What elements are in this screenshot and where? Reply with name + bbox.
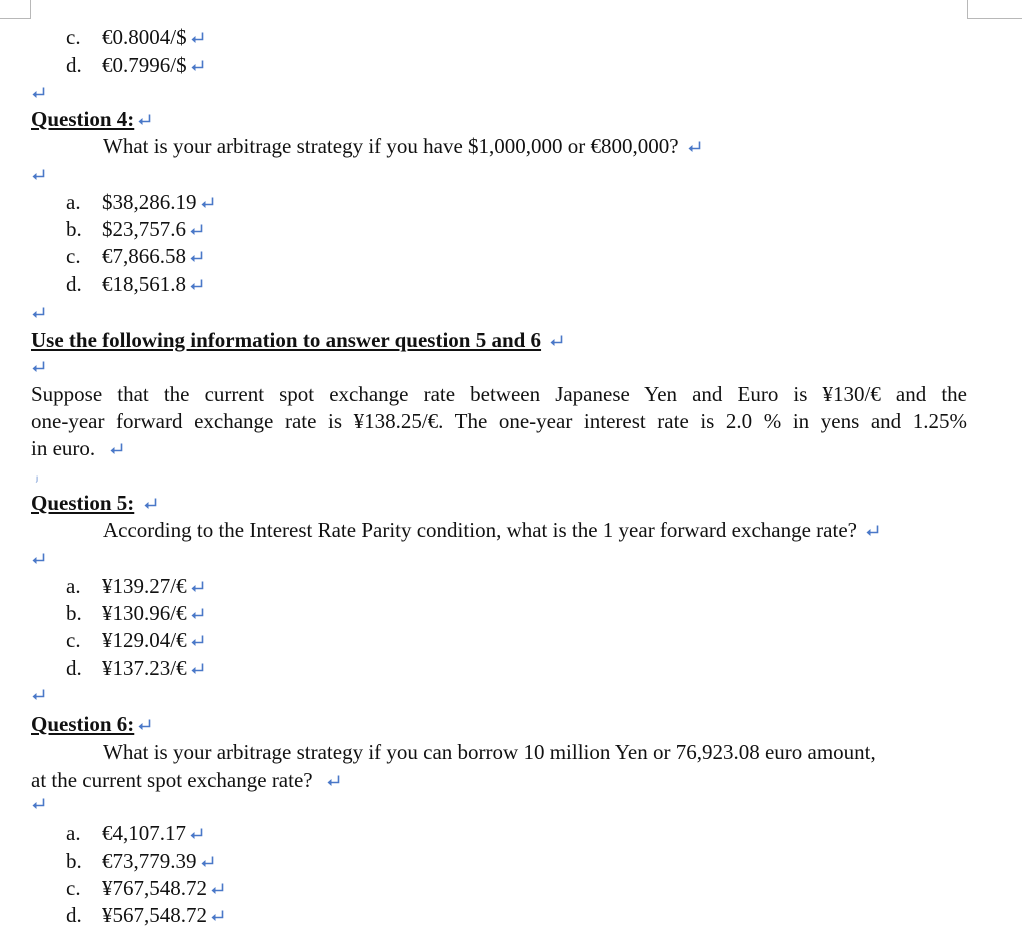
small-hook-mark: ⱼ [36, 470, 39, 484]
return-arrow-icon [189, 827, 205, 841]
return-arrow-icon [190, 31, 206, 45]
question-text: What is your arbitrage strategy if you can borrow 10 million Yen or 76,923.08 euro amount, [103, 740, 876, 764]
question-text: What is your arbitrage strategy if you have $1,000,000 or €800,000? [103, 134, 679, 158]
question-heading: Question 6: [31, 712, 135, 736]
q5-heading-line [31, 490, 159, 516]
q6-option-a [66, 820, 205, 846]
option-text: $38,286.19 [102, 190, 197, 214]
option-text: €4,107.17 [102, 821, 186, 845]
option-letter: c. [66, 244, 81, 268]
q6-question-line-2 [31, 767, 342, 793]
option-text: €73,779.39 [102, 849, 197, 873]
q4-option-c [66, 243, 205, 269]
return-arrow-icon [865, 524, 881, 538]
return-arrow-icon [31, 552, 47, 566]
return-arrow-icon [31, 688, 47, 702]
option-letter: a. [66, 821, 81, 845]
q5-option-d [66, 655, 206, 681]
return-arrow-icon [687, 140, 703, 154]
option-letter: a. [66, 190, 81, 214]
return-arrow-icon [31, 168, 47, 182]
option-letter: c. [66, 628, 81, 652]
return-arrow-icon [190, 662, 206, 676]
q5-option-a [66, 573, 206, 599]
option-letter: b. [66, 849, 82, 873]
question-heading: Question 4: [31, 107, 135, 131]
option-text: €7,866.58 [102, 244, 186, 268]
option-letter: c. [66, 876, 81, 900]
option-letter: d. [66, 656, 82, 680]
q4-option-a [66, 189, 216, 215]
q3-option-c [66, 24, 206, 50]
q5-option-c [66, 627, 206, 653]
return-arrow-icon [31, 797, 47, 811]
info-paragraph [31, 381, 967, 462]
return-arrow-icon [31, 360, 47, 374]
option-letter: b. [66, 217, 82, 241]
option-text: $23,757.6 [102, 217, 186, 241]
return-arrow-icon [189, 278, 205, 292]
info-heading-line [31, 327, 565, 353]
q5-option-b [66, 600, 206, 626]
option-text: €0.8004/$ [102, 25, 187, 49]
option-letter: d. [66, 903, 82, 927]
return-arrow-icon [549, 334, 565, 348]
option-letter: a. [66, 574, 81, 598]
option-letter: c. [66, 25, 81, 49]
option-letter: d. [66, 272, 82, 296]
paragraph-line: one-year forward exchange rate is ¥138.25/€. The one-year interest rate is 2.0 % in yens and 1.25% [31, 409, 967, 433]
option-text: €18,561.8 [102, 272, 186, 296]
q4-option-d [66, 271, 205, 297]
q6-heading-line [31, 711, 153, 737]
question-text-continued: at the current spot exchange rate? [31, 768, 313, 792]
return-arrow-icon [143, 497, 159, 511]
return-arrow-icon [200, 855, 216, 869]
option-letter: b. [66, 601, 82, 625]
return-arrow-icon [31, 306, 47, 320]
return-arrow-icon [190, 580, 206, 594]
q6-option-b [66, 848, 216, 874]
return-arrow-icon [326, 774, 342, 788]
return-arrow-icon [31, 86, 47, 100]
return-arrow-icon [190, 634, 206, 648]
option-text: ¥767,548.72 [102, 876, 207, 900]
option-text: ¥137.23/€ [102, 656, 187, 680]
return-arrow-icon [137, 718, 153, 732]
return-arrow-icon [189, 250, 205, 264]
return-arrow-icon [210, 882, 226, 896]
option-text: ¥129.04/€ [102, 628, 187, 652]
q4-option-b [66, 216, 205, 242]
q5-question-line [103, 517, 881, 543]
return-arrow-icon [190, 607, 206, 621]
option-text: €0.7996/$ [102, 53, 187, 77]
margin-corner-top-left [0, 0, 31, 19]
section-heading: Use the following information to answer question 5 and 6 [31, 328, 542, 352]
option-text: ¥130.96/€ [102, 601, 187, 625]
q4-question-line [103, 133, 703, 159]
q6-option-d [66, 902, 226, 928]
return-arrow-icon [190, 59, 206, 73]
option-text: ¥567,548.72 [102, 903, 207, 927]
return-arrow-icon [109, 442, 125, 456]
option-text: ¥139.27/€ [102, 574, 187, 598]
question-text: According to the Interest Rate Parity condition, what is the 1 year forward exchange rate? [103, 518, 857, 542]
paragraph-line: Suppose that the current spot exchange rate between Japanese Yen and Euro is ¥130/€ and the [31, 382, 967, 406]
return-arrow-icon [189, 223, 205, 237]
return-arrow-icon [137, 113, 153, 127]
q3-option-d [66, 52, 206, 78]
paragraph-line-last [31, 435, 967, 462]
option-letter: d. [66, 53, 82, 77]
return-arrow-icon [210, 909, 226, 923]
return-arrow-icon [200, 196, 216, 210]
q4-heading-line [31, 106, 153, 132]
margin-corner-top-right [967, 0, 1022, 19]
question-heading: Question 5: [31, 491, 135, 515]
q6-option-c [66, 875, 226, 901]
q6-question-line-1 [103, 739, 876, 765]
paragraph-line-text: in euro. [31, 436, 96, 460]
